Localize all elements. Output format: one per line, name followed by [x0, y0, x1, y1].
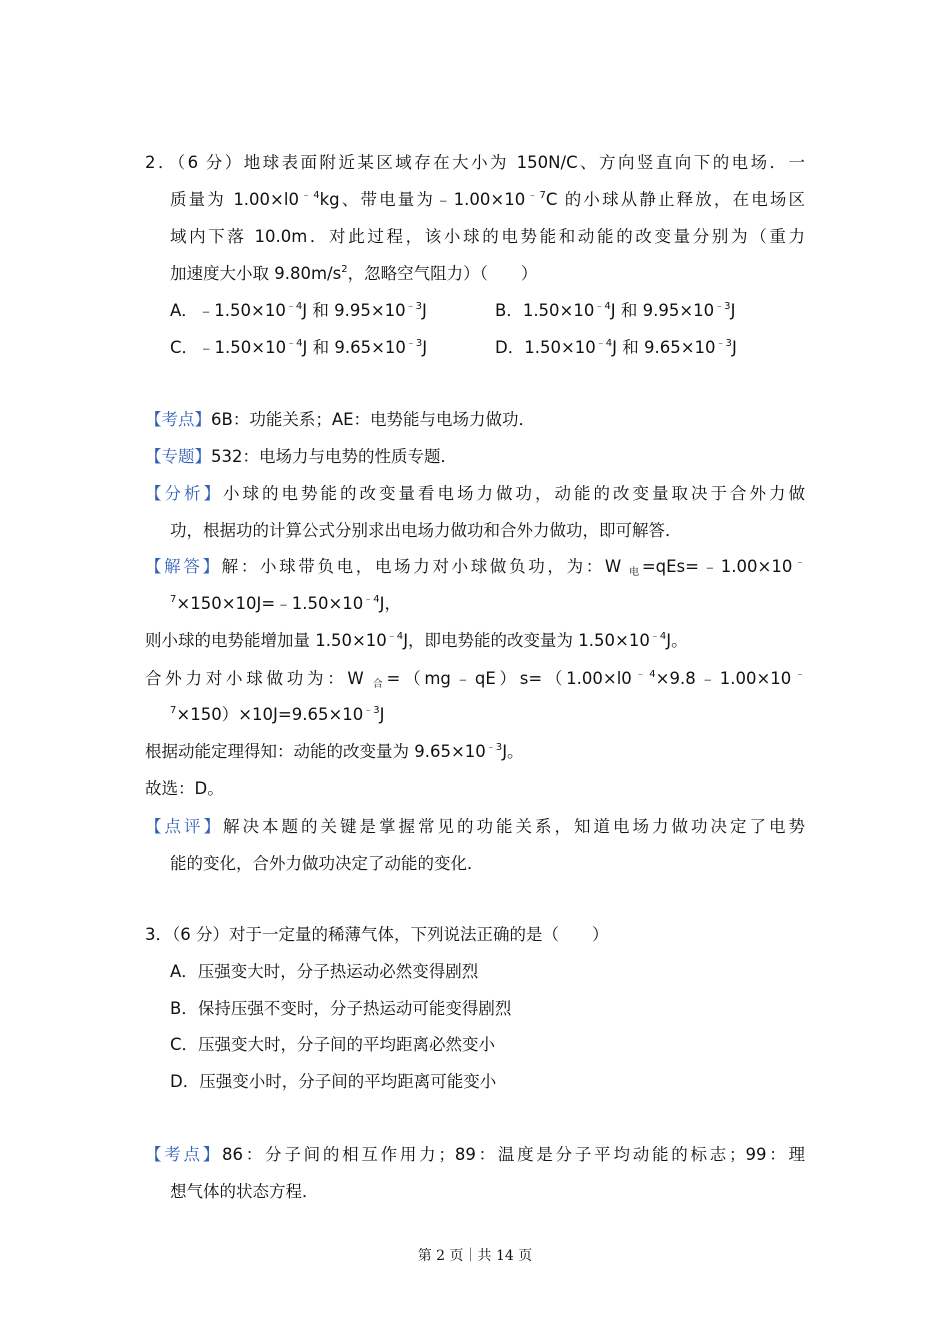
text: =qEs=﹣1.00×10	[641, 557, 793, 576]
text: C．﹣1.50×10	[170, 338, 287, 357]
section-label: 【分析】	[145, 484, 223, 503]
question-2-stem	[170, 263, 537, 285]
section-label: 【考点】	[145, 410, 211, 429]
text: J。	[502, 742, 524, 761]
question-2-stem	[145, 152, 805, 174]
superscript: ﹣3	[715, 338, 732, 349]
text: J	[422, 301, 427, 320]
superscript: 7	[170, 705, 177, 716]
superscript: ﹣	[791, 669, 805, 680]
section-label: 【专题】	[145, 447, 211, 466]
text: D．压强变小时，分子间的平均距离可能变小	[170, 1072, 497, 1091]
kaodian-line	[170, 1181, 319, 1203]
text: kg、带电量为﹣1.00×10	[319, 190, 526, 209]
section-label: 【考点】	[145, 1145, 223, 1164]
text: J 和 9.95×10	[610, 301, 715, 320]
text: 解：小球带负电，电场力对小球做负功，为：W	[221, 557, 630, 576]
text: 域内下落 10.0m．对此过程，该小球的电势能和动能的改变量分别为（重力	[170, 227, 805, 246]
text: 能的变化，合外力做功决定了动能的变化．	[170, 854, 484, 873]
superscript: ﹣3	[714, 301, 731, 312]
kaodian-line	[145, 409, 535, 431]
superscript: ﹣4	[631, 669, 656, 680]
fenxi-line	[145, 483, 805, 505]
text: 3．（6 分）对于一定量的稀薄气体，下列说法正确的是（ ）	[145, 925, 609, 944]
superscript: ﹣7	[525, 190, 546, 201]
jieda-line	[145, 556, 805, 578]
text: ×150×10J=﹣1.50×10	[176, 594, 364, 613]
option-a	[170, 300, 427, 322]
text: 质量为 1.00×l0	[170, 190, 299, 209]
subscript: 合	[372, 679, 387, 690]
text: ×9.8﹣1.00×10	[655, 669, 792, 688]
superscript: 7	[170, 594, 177, 605]
option-b	[170, 998, 511, 1020]
dianping-line	[170, 853, 484, 875]
superscript: ﹣4	[594, 301, 611, 312]
text: J	[422, 338, 428, 357]
superscript: ﹣3	[363, 705, 380, 716]
text: 532：电场力与电势的性质专题．	[211, 447, 457, 466]
kaodian-line	[145, 1144, 805, 1166]
option-c	[170, 337, 427, 359]
superscript: ﹣4	[363, 594, 380, 605]
text: 86：分子间的相互作用力；89：温度是分子平均动能的标志；99：理	[222, 1145, 805, 1164]
option-c	[170, 1034, 495, 1056]
jieda-line	[145, 630, 688, 652]
text: 合外力对小球做功为：W	[145, 669, 373, 688]
jieda-line	[145, 668, 805, 690]
text: 解决本题的关键是掌握常见的功能关系，知道电场力做功决定了电势	[223, 817, 805, 836]
section-label: 【点评】	[145, 817, 223, 836]
fenxi-line	[170, 520, 682, 542]
text: 根据动能定理得知：动能的改变量为 9.65×10	[145, 742, 486, 761]
text: B．1.50×10	[495, 301, 595, 320]
text: ×150）×10J=9.65×10	[176, 705, 364, 724]
page-footer: 第 2 页｜共 14 页	[417, 1248, 533, 1264]
text: B．保持压强不变时，分子热运动可能变得剧烈	[170, 999, 512, 1018]
question-3-stem	[145, 924, 609, 946]
text: 想气体的状态方程．	[170, 1182, 319, 1201]
subscript: 电	[629, 567, 642, 578]
text: J	[379, 705, 385, 724]
text: J，	[379, 594, 402, 613]
text: 6B：功能关系；AE：电势能与电场力做功．	[211, 410, 536, 429]
superscript: ﹣4	[595, 338, 613, 349]
text: 则小球的电势能增加量 1.50×10	[145, 631, 387, 650]
superscript: ﹣4	[649, 631, 667, 642]
zhuanti-line	[145, 446, 457, 468]
superscript: ﹣3	[405, 301, 423, 312]
answer-line	[145, 778, 224, 800]
superscript: ﹣3	[405, 338, 423, 349]
question-2-stem	[170, 189, 805, 211]
text: J	[731, 338, 737, 357]
text: 功，根据功的计算公式分别求出电场力做功和合外力做功，即可解答．	[170, 521, 682, 540]
text: C．压强变大时，分子间的平均距离必然变小	[170, 1035, 496, 1054]
text: =（mg﹣qE）s=（1.00×l0	[386, 669, 632, 688]
superscript: ﹣4	[285, 301, 303, 312]
jieda-line	[145, 741, 524, 763]
text: J	[730, 301, 736, 320]
option-d	[170, 1071, 496, 1093]
text: 小球的电势能的改变量看电场力做功，动能的改变量取决于合外力做	[223, 484, 805, 503]
text: A．﹣1.50×10	[170, 301, 286, 320]
superscript: ﹣4	[286, 338, 303, 349]
text: J 和 9.65×10	[302, 338, 406, 357]
option-a	[170, 961, 478, 983]
text: ，忽略空气阻力）（ ）	[347, 264, 538, 283]
text: J 和 9.65×10	[612, 338, 716, 357]
option-b	[495, 300, 735, 322]
jieda-line	[170, 593, 401, 615]
superscript: ﹣4	[386, 631, 404, 642]
superscript: ﹣3	[485, 742, 503, 753]
section-label: 【解答】	[145, 557, 222, 576]
text: D．1.50×10	[495, 338, 596, 357]
dianping-line	[145, 816, 805, 838]
option-d	[495, 337, 737, 359]
text: C 的小球从静止释放，在电场区	[545, 190, 805, 209]
jieda-line	[170, 704, 385, 726]
superscript: ﹣	[792, 557, 805, 568]
text: J，即电势能的改变量为 1.50×10	[403, 631, 650, 650]
text: 故选：D。	[145, 779, 224, 798]
text: J。	[666, 631, 688, 650]
text: 加速度大小取 9.80m/s	[170, 264, 342, 283]
superscript: ﹣4	[298, 190, 320, 201]
text: 2．（6 分）地球表面附近某区域存在大小为 150N/C、方向竖直向下的电场．一	[145, 153, 805, 172]
text: J 和 9.95×10	[302, 301, 406, 320]
superscript: 2	[341, 264, 348, 275]
question-2-stem	[170, 226, 805, 248]
text: A．压强变大时，分子热运动必然变得剧烈	[170, 962, 479, 981]
